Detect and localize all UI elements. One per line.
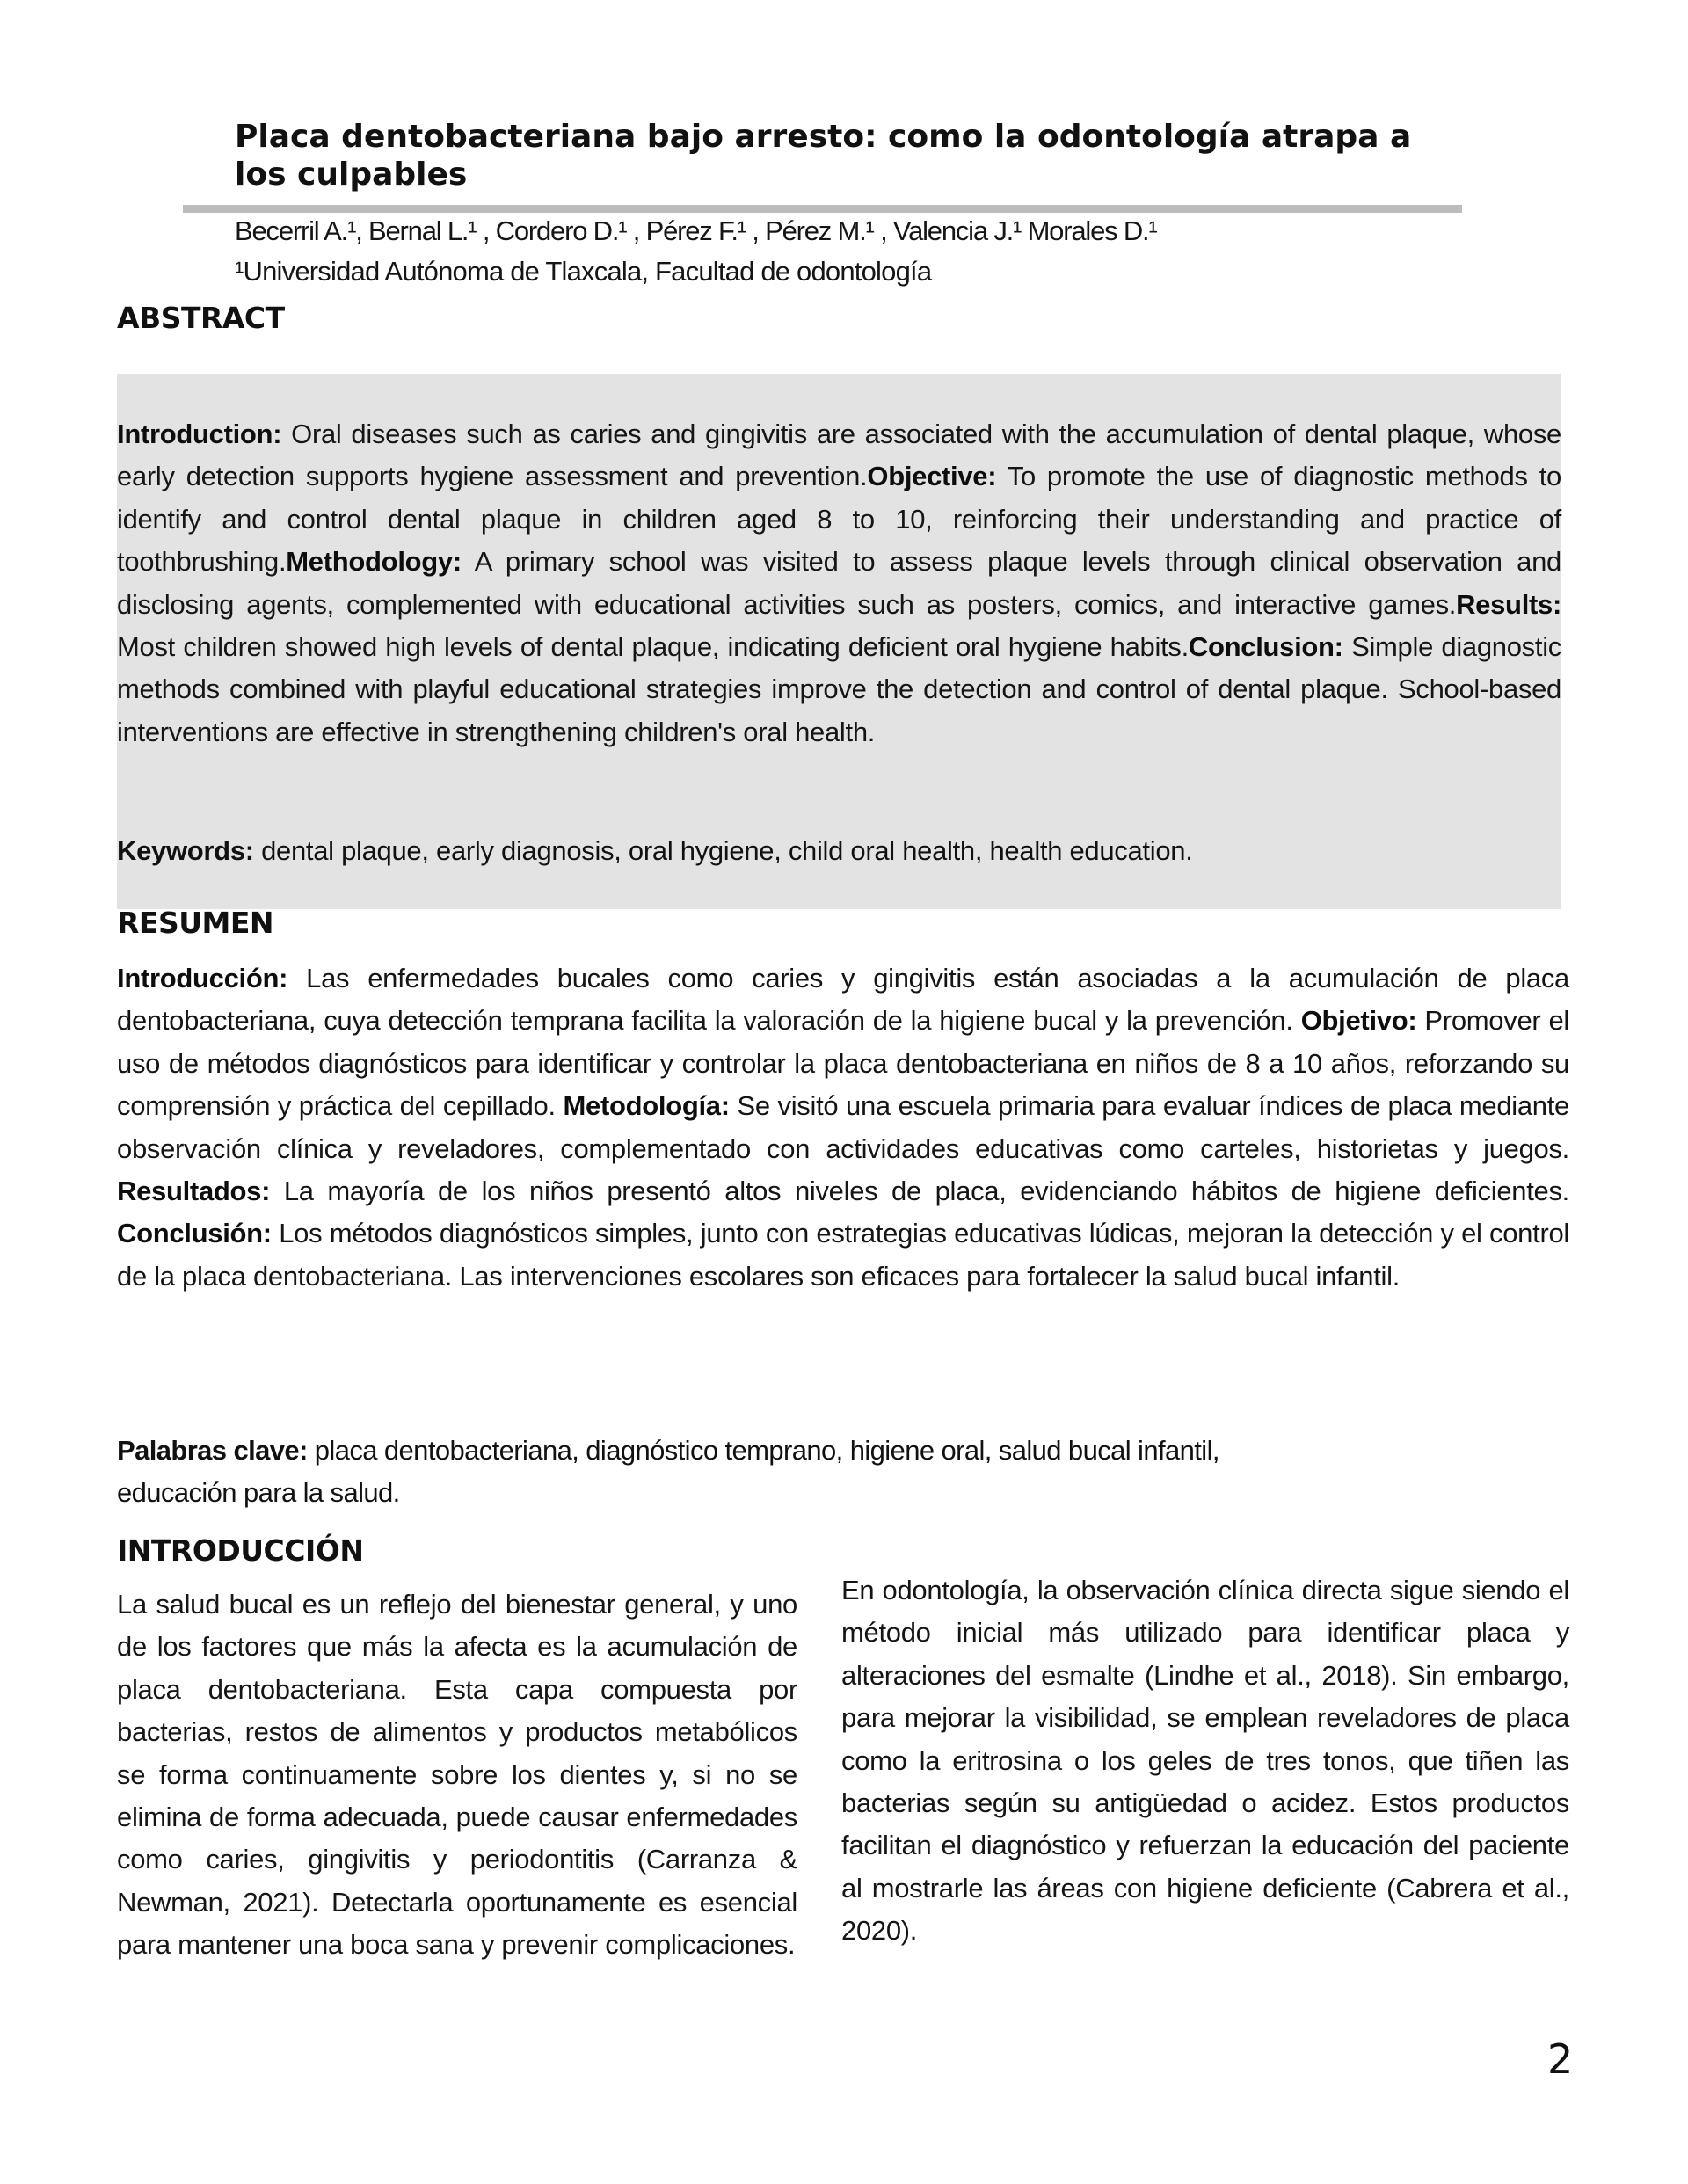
abstract-conclusion-label: Conclusion: [1188,631,1343,663]
palabras-line-2: educación para la salud. [117,1477,400,1508]
abstract-results-text: Most children showed high levels of dental plaque, indicating deficient oral hygiene habits. [117,631,1189,663]
keywords-text: dental plaque, early diagnosis, oral hygiene, child oral health, health education. [253,835,1193,866]
resumen-conclusion-label: Conclusión: [117,1218,272,1249]
abstract-methodology-label: Methodology: [286,546,462,578]
abstract-keywords [117,830,1561,872]
resumen-methodology-text: Se visitó una escuela primaria para evaluar índices de placa mediante observación clínica y reveladores, complementado con actividades educativas como carteles, historietas y juegos. [117,1090,1569,1164]
resumen-results-label: Resultados: [117,1176,271,1207]
resumen-keywords [117,1430,1569,1514]
paper-title-line-1: Placa dentobacteriana bajo arresto: como la odontología atrapa a [235,119,1412,155]
abstract-body [117,413,1561,753]
abstract-methodology-text: A primary school was visited to assess plaque levels through clinical observation and disclosing agents, complemented with educational activities such as posters, comics, and interactive games. [117,546,1561,620]
resumen-intro-label: Introducción: [117,963,288,994]
abstract-conclusion-text: Simple diagnostic methods combined with playful educational strategies improve the detection and control of dental plaque. School-based interventions are effective in strengthening children's oral health. [117,631,1561,747]
resumen-results-text: La mayoría de los niños presentó altos niveles de placa, evidenciando hábitos de higiene deficientes. [270,1176,1569,1207]
affiliation: ¹Universidad Autónoma de Tlaxcala, Facultad de odontología [235,256,932,287]
palabras-line-1 [117,1430,1569,1472]
abstract-heading: ABSTRACT [117,301,285,335]
resumen-conclusion-text: Los métodos diagnósticos simples, junto con estrategias educativas lúdicas, mejoran la detección y el control de la placa dentobacteriana. Las intervenciones escolares son eficaces para fortalecer la salud bucal infantil. [117,1218,1569,1292]
paper-title-line-2: los culpables [235,157,468,193]
resumen-heading: RESUMEN [117,906,274,940]
resumen-objective-label: Objetivo: [1300,1005,1417,1037]
abstract-results-label: Results: [1456,588,1561,620]
resumen-body [117,957,1569,1298]
palabras-text-1: placa dentobacteriana, diagnóstico temprano, higiene oral, salud bucal infantil, [307,1435,1219,1466]
paper-title [235,118,1483,193]
abstract-objective-text: To promote the use of diagnostic methods to identify and control dental plaque in children aged 8 to 10, reinforcing their understanding and practice of toothbrushing. [117,461,1561,578]
resumen-intro-text: Las enfermedades bucales como caries y gingivitis están asociadas a la acumulación de placa dentobacteriana, cuya detección temprana facilita la valoración de la higiene bucal y la prevención. [117,963,1569,1037]
introduccion-heading: INTRODUCCIÓN [117,1533,364,1568]
author-list: Becerril A.¹, Bernal L.¹ , Cordero D.¹ , Pérez F.¹ , Pérez M.¹ , Valencia J.¹ Morales D.¹ [235,215,1157,246]
palabras-label: Palabras clave: [117,1435,308,1466]
introduccion-left-column: La salud bucal es un reflejo del bienestar general, y uno de los factores que más la afecta es la acumulación de placa dentobacteriana. Esta capa compuesta por bacterias, restos de alimentos y productos metabólicos se forma continuamente sobre los dientes y, si no se elimina de forma adecuada, puede causar enfermedades como caries, gingivitis y periodontitis (Carranza & Newman, 2021). Detectarla oportunamente es esencial para mantener una boca sana y prevenir complicaciones. [117,1589,797,1961]
abstract-intro-label: Introduction: [117,419,282,449]
abstract-intro-text: Oral diseases such as caries and gingivitis are associated with the accumulation of dental plaque, whose early detection supports hygiene assessment and prevention. [117,419,1561,492]
keywords-label: Keywords: [117,835,254,866]
resumen-methodology-label: Metodología: [563,1090,730,1122]
introduccion-right-column: En odontología, la observación clínica directa sigue siendo el método inicial más utilizado para identificar placa y alteraciones del esmalte (Lindhe et al., 2018). Sin embargo, para mejorar la visibilidad, se emplean reveladores de placa como la eritrosina o los geles de tres tonos, que tiñen las bacterias según su antigüedad o acidez. Estos productos facilitan el diagnóstico y refuerzan la educación del paciente al mostrarle las áreas con higiene deficiente (Cabrera et al., 2020). [841,1575,1569,1947]
abstract-objective-label: Objective: [867,461,997,492]
resumen-objective-text: Promover el uso de métodos diagnósticos para identificar y controlar la placa dentobacteriana en niños de 8 a 10 años, reforzando su comprensión y práctica del cepillado. [117,1005,1569,1122]
page-number: 2 [1547,2035,1574,2083]
